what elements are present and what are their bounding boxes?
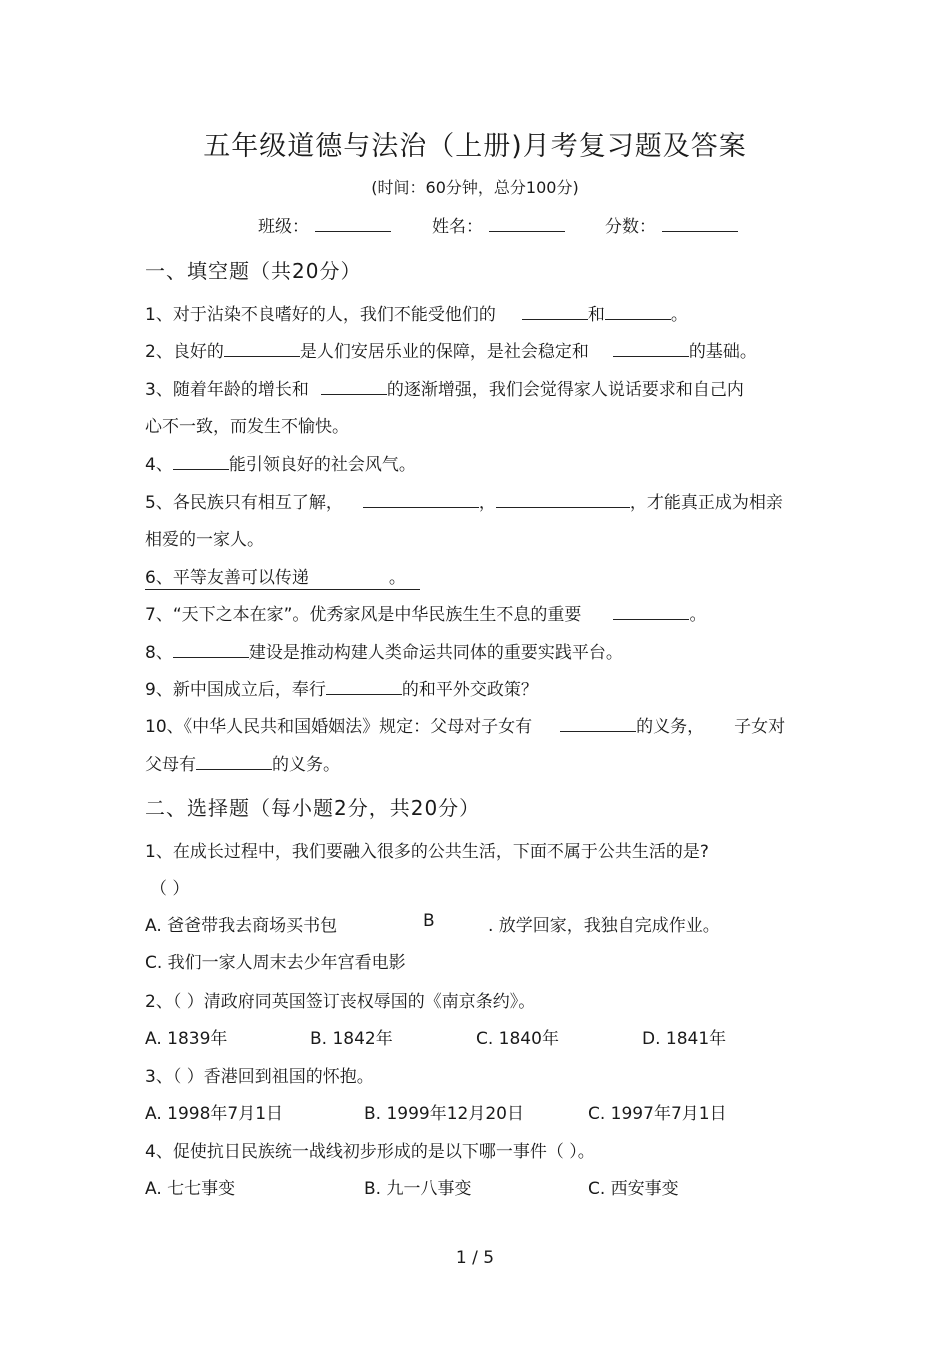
class-blank[interactable] — [315, 213, 391, 232]
score-label: 分数： — [605, 217, 656, 237]
choice-1-option-b[interactable]: . 放学回家，我独自完成作业。 — [488, 916, 720, 936]
page-title: 五年级道德与法治（上册)月考复习题及答案 — [203, 131, 747, 162]
choice-1-option-a[interactable]: A. 爸爸带我去商场买书包 — [145, 916, 338, 936]
fill-question-1 — [145, 300, 688, 325]
answer-blank[interactable] — [326, 676, 402, 695]
question-text: 的基础。 — [688, 342, 757, 362]
question-text: 建设是推动构建人类命运共同体的重要实践平台。 — [248, 643, 623, 663]
choice-4-option-c[interactable]: C. 西安事变 — [588, 1179, 679, 1199]
choice-3-option-a[interactable]: A. 1998年7月1日 — [145, 1104, 284, 1124]
question-text: 。 — [388, 568, 406, 588]
page-number: 1 / 5 — [455, 1248, 495, 1268]
question-text: 3、随着年龄的增长和 — [145, 380, 309, 400]
choice-2-option-b[interactable]: B. 1842年 — [310, 1029, 393, 1049]
score-field — [605, 212, 738, 237]
question-text: 的义务， — [636, 717, 705, 737]
question-text: 10、《中华人民共和国婚姻法》规定：父母对子女有 — [145, 717, 533, 737]
question-text: 能引领良好的社会风气。 — [228, 455, 416, 475]
choice-3-option-c[interactable]: C. 1997年7月1日 — [588, 1104, 727, 1124]
answer-blank[interactable] — [224, 338, 300, 357]
choice-question-4: 4、促使抗日民族统一战线初步形成的是以下哪一事件（ ）。 — [145, 1142, 595, 1162]
choice-2-option-a[interactable]: A. 1839年 — [145, 1029, 228, 1049]
answer-blank[interactable] — [496, 489, 630, 508]
fill-question-5-continued: 相爱的一家人。 — [145, 530, 264, 550]
name-blank[interactable] — [489, 213, 565, 232]
question-text: 的逐渐增强，我们会觉得家人说话要求和自己内 — [386, 380, 744, 400]
question-text: 的和平外交政策？ — [401, 680, 538, 700]
question-text: ， — [478, 493, 496, 513]
question-text: 。 — [670, 305, 688, 325]
student-info-row — [0, 212, 950, 238]
choice-1-option-b-letter[interactable]: B — [423, 911, 435, 931]
class-label: 班级： — [258, 217, 309, 237]
choice-4-option-b[interactable]: B. 九一八事变 — [364, 1179, 472, 1199]
question-text: 7、“天下之本在家”。优秀家风是中华民族生生不息的重要 — [145, 605, 582, 625]
answer-blank[interactable] — [522, 301, 588, 320]
fill-question-7 — [145, 600, 706, 625]
question-text: 。 — [689, 605, 707, 625]
answer-blank[interactable] — [321, 376, 387, 395]
name-label: 姓名： — [432, 217, 483, 237]
choice-question-3: 3、（ ）香港回到祖国的怀抱。 — [145, 1067, 374, 1087]
answer-blank[interactable] — [363, 489, 479, 508]
question-text: 的义务。 — [272, 755, 340, 775]
question-text: 子女对 — [734, 717, 786, 737]
exam-time-info: (时间：60分钟，总分100分) — [371, 178, 579, 197]
fill-question-9 — [145, 675, 538, 700]
name-field — [432, 212, 565, 237]
question-text: 4、 — [145, 455, 173, 475]
fill-question-5 — [145, 488, 783, 513]
choice-1-option-c[interactable]: C. 我们一家人周末去少年宫看电影 — [145, 953, 406, 973]
fill-question-6 — [145, 563, 420, 588]
answer-parentheses[interactable]: （ ） — [150, 879, 190, 899]
choice-question-1: 1、在成长过程中，我们要融入很多的公共生活，下面不属于公共生活的是? — [145, 842, 709, 862]
fill-question-3-continued: 心不一致，而发生不愉快。 — [145, 417, 349, 437]
fill-question-3 — [145, 375, 744, 400]
question-text: 是人们安居乐业的保障，是社会稳定和 — [299, 342, 589, 362]
score-blank[interactable] — [662, 213, 738, 232]
answer-blank[interactable] — [173, 451, 229, 470]
answer-blank[interactable] — [613, 601, 689, 620]
class-field — [258, 212, 391, 237]
question-text: 和 — [587, 305, 605, 325]
question-text: 5、各民族只有相互了解， — [145, 493, 343, 513]
choice-question-2: 2、（ ）清政府同英国签订丧权辱国的《南京条约》。 — [145, 992, 536, 1012]
question-text: ，才能真正成为相亲 — [629, 493, 783, 513]
fill-question-2 — [145, 337, 757, 362]
fill-question-10 — [145, 712, 785, 737]
choice-3-option-b[interactable]: B. 1999年12月20日 — [364, 1104, 524, 1124]
choice-4-option-a[interactable]: A. 七七事变 — [145, 1179, 236, 1199]
answer-blank[interactable] — [173, 639, 249, 658]
answer-blank[interactable] — [613, 338, 689, 357]
question-text: 父母有 — [145, 755, 196, 775]
choice-2-option-d[interactable]: D. 1841年 — [642, 1029, 727, 1049]
answer-blank[interactable] — [560, 713, 636, 732]
section-2-title: 二、选择题（每小题2分，共20分） — [145, 796, 481, 820]
answer-blank[interactable] — [196, 751, 272, 770]
choice-2-option-c[interactable]: C. 1840年 — [476, 1029, 559, 1049]
question-text: 6、平等友善可以传递 — [145, 568, 309, 588]
question-text: 1、对于沾染不良嗜好的人，我们不能受他们的 — [145, 305, 496, 325]
fill-question-8 — [145, 638, 623, 663]
answer-blank[interactable] — [605, 301, 671, 320]
question-text: 2、良好的 — [145, 342, 224, 362]
underlined-line — [145, 568, 420, 590]
section-1-title: 一、填空题（共20分） — [145, 259, 362, 283]
fill-question-4 — [145, 450, 416, 475]
fill-question-10-continued — [145, 750, 340, 775]
question-text: 8、 — [145, 643, 173, 663]
question-text: 9、新中国成立后，奉行 — [145, 680, 326, 700]
